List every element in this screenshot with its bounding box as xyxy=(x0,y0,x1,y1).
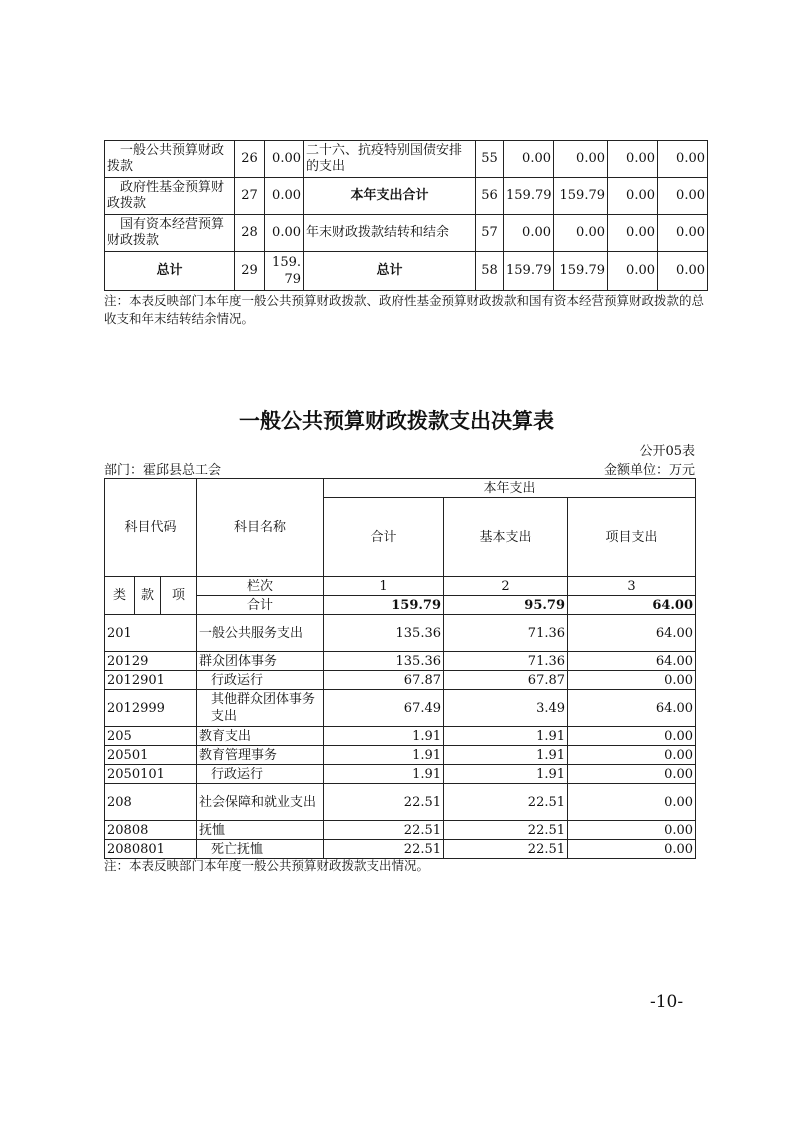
table-row xyxy=(105,821,696,840)
table-row xyxy=(105,671,696,690)
income-item: 一般公共预算财政拨款 xyxy=(105,141,235,178)
line-number: 57 xyxy=(476,215,504,252)
subject-code: 2050101 xyxy=(105,765,197,784)
table-row xyxy=(105,215,708,252)
line-number: 29 xyxy=(235,252,265,291)
amount: 0.00 xyxy=(568,821,696,840)
subject-code: 201 xyxy=(105,615,197,652)
amount: 22.51 xyxy=(444,784,568,821)
sum-basic: 95.79 xyxy=(444,596,568,615)
line-number: 56 xyxy=(476,178,504,215)
income-amount: 0.00 xyxy=(265,141,304,178)
amount: 135.36 xyxy=(324,615,444,652)
expense-amount: 0.00 xyxy=(504,215,554,252)
amount: 1.91 xyxy=(324,746,444,765)
expense-item: 年末财政拨款结转和结余 xyxy=(304,215,476,252)
amount: 67.87 xyxy=(444,671,568,690)
expense-amount: 0.00 xyxy=(658,252,708,291)
expense-item: 二十六、抗疫特别国债安排的支出 xyxy=(304,141,476,178)
subject-name: 一般公共服务支出 xyxy=(197,615,324,652)
unit-label: 金额单位：万元 xyxy=(603,463,695,478)
amount: 22.51 xyxy=(324,821,444,840)
expense-amount: 0.00 xyxy=(554,215,608,252)
expenditure-table xyxy=(104,478,696,859)
expenditure-note: 注：本表反映部门本年度一般公共预算财政拨款支出情况。 xyxy=(104,858,430,873)
line-number: 26 xyxy=(235,141,265,178)
subject-name: 教育支出 xyxy=(197,727,324,746)
expense-amount: 0.00 xyxy=(608,252,658,291)
col-num-3: 3 xyxy=(568,577,696,596)
amount: 22.51 xyxy=(324,840,444,859)
income-item: 总计 xyxy=(105,252,235,291)
amount: 1.91 xyxy=(324,765,444,784)
table-row xyxy=(105,141,708,178)
amount: 22.51 xyxy=(444,821,568,840)
amount: 0.00 xyxy=(568,840,696,859)
subject-code: 2080801 xyxy=(105,840,197,859)
expense-amount: 0.00 xyxy=(658,215,708,252)
amount: 1.91 xyxy=(444,727,568,746)
expense-amount: 0.00 xyxy=(504,141,554,178)
header-code: 科目代码 xyxy=(105,479,197,577)
amount: 1.91 xyxy=(324,727,444,746)
table-row xyxy=(105,252,708,291)
income-item: 国有资本经营预算财政拨款 xyxy=(105,215,235,252)
amount: 0.00 xyxy=(568,671,696,690)
amount: 67.49 xyxy=(324,690,444,727)
subject-name: 死亡抚恤 xyxy=(197,840,324,859)
page-title: 一般公共预算财政拨款支出决算表 xyxy=(239,409,554,433)
amount: 64.00 xyxy=(568,652,696,671)
line-number: 55 xyxy=(476,141,504,178)
subject-name: 行政运行 xyxy=(197,765,324,784)
subject-code: 2012901 xyxy=(105,671,197,690)
sum-label: 合计 xyxy=(197,596,324,615)
amount: 3.49 xyxy=(444,690,568,727)
subject-name: 抚恤 xyxy=(197,821,324,840)
income-amount: 159.79 xyxy=(265,252,304,291)
expense-amount: 159.79 xyxy=(554,178,608,215)
header-basic: 基本支出 xyxy=(444,498,568,577)
amount: 0.00 xyxy=(568,746,696,765)
expense-item: 本年支出合计 xyxy=(304,178,476,215)
header-kuan: 款 xyxy=(135,577,161,615)
expense-amount: 159.79 xyxy=(504,252,554,291)
amount: 135.36 xyxy=(324,652,444,671)
subject-code: 20501 xyxy=(105,746,197,765)
header-lanci: 栏次 xyxy=(197,577,324,596)
table-row xyxy=(105,727,696,746)
header-year-expense: 本年支出 xyxy=(324,479,696,498)
expense-amount: 0.00 xyxy=(608,141,658,178)
amount: 0.00 xyxy=(568,784,696,821)
top-table-note: 注：本表反映部门本年度一般公共预算财政拨款、政府性基金预算财政拨款和国有资本经营预算财政拨款的总收支和年末结转结余情况。 xyxy=(104,293,705,326)
header-lei: 类 xyxy=(105,577,135,615)
header-name: 科目名称 xyxy=(197,479,324,577)
amount: 0.00 xyxy=(568,765,696,784)
amount: 71.36 xyxy=(444,652,568,671)
expense-amount: 0.00 xyxy=(554,141,608,178)
table-row xyxy=(105,615,696,652)
expense-amount: 159.79 xyxy=(504,178,554,215)
subject-code: 2012999 xyxy=(105,690,197,727)
table-row xyxy=(105,840,696,859)
expense-amount: 0.00 xyxy=(658,178,708,215)
amount: 22.51 xyxy=(444,840,568,859)
line-number: 28 xyxy=(235,215,265,252)
expense-amount: 0.00 xyxy=(608,215,658,252)
table-row xyxy=(105,690,696,727)
subject-name: 社会保障和就业支出 xyxy=(197,784,324,821)
income-amount: 0.00 xyxy=(265,178,304,215)
col-num-2: 2 xyxy=(444,577,568,596)
subject-code: 20129 xyxy=(105,652,197,671)
sum-total: 159.79 xyxy=(324,596,444,615)
table-row xyxy=(105,746,696,765)
income-amount: 0.00 xyxy=(265,215,304,252)
expense-amount: 0.00 xyxy=(658,141,708,178)
subject-name: 行政运行 xyxy=(197,671,324,690)
line-number: 58 xyxy=(476,252,504,291)
amount: 64.00 xyxy=(568,615,696,652)
amount: 71.36 xyxy=(444,615,568,652)
page-number: -10- xyxy=(650,992,684,1012)
subject-name: 其他群众团体事务支出 xyxy=(197,690,324,727)
subject-name: 教育管理事务 xyxy=(197,746,324,765)
amount: 67.87 xyxy=(324,671,444,690)
subject-code: 205 xyxy=(105,727,197,746)
sum-project: 64.00 xyxy=(568,596,696,615)
table-number: 公开05表 xyxy=(639,444,695,459)
department-label: 部门：霍邱县总工会 xyxy=(104,463,222,478)
line-number: 27 xyxy=(235,178,265,215)
col-num-1: 1 xyxy=(324,577,444,596)
expense-amount: 0.00 xyxy=(608,178,658,215)
amount: 0.00 xyxy=(568,727,696,746)
amount: 64.00 xyxy=(568,690,696,727)
expense-amount: 159.79 xyxy=(554,252,608,291)
table-row xyxy=(105,784,696,821)
table-row xyxy=(105,652,696,671)
header-project: 项目支出 xyxy=(568,498,696,577)
income-item: 政府性基金预算财政拨款 xyxy=(105,178,235,215)
income-expense-table xyxy=(104,140,708,291)
header-total: 合计 xyxy=(324,498,444,577)
subject-code: 208 xyxy=(105,784,197,821)
table-row xyxy=(105,178,708,215)
table-row xyxy=(105,765,696,784)
amount: 1.91 xyxy=(444,746,568,765)
expense-item: 总计 xyxy=(304,252,476,291)
header-xiang: 项 xyxy=(161,577,197,615)
subject-code: 20808 xyxy=(105,821,197,840)
subject-name: 群众团体事务 xyxy=(197,652,324,671)
amount: 22.51 xyxy=(324,784,444,821)
amount: 1.91 xyxy=(444,765,568,784)
